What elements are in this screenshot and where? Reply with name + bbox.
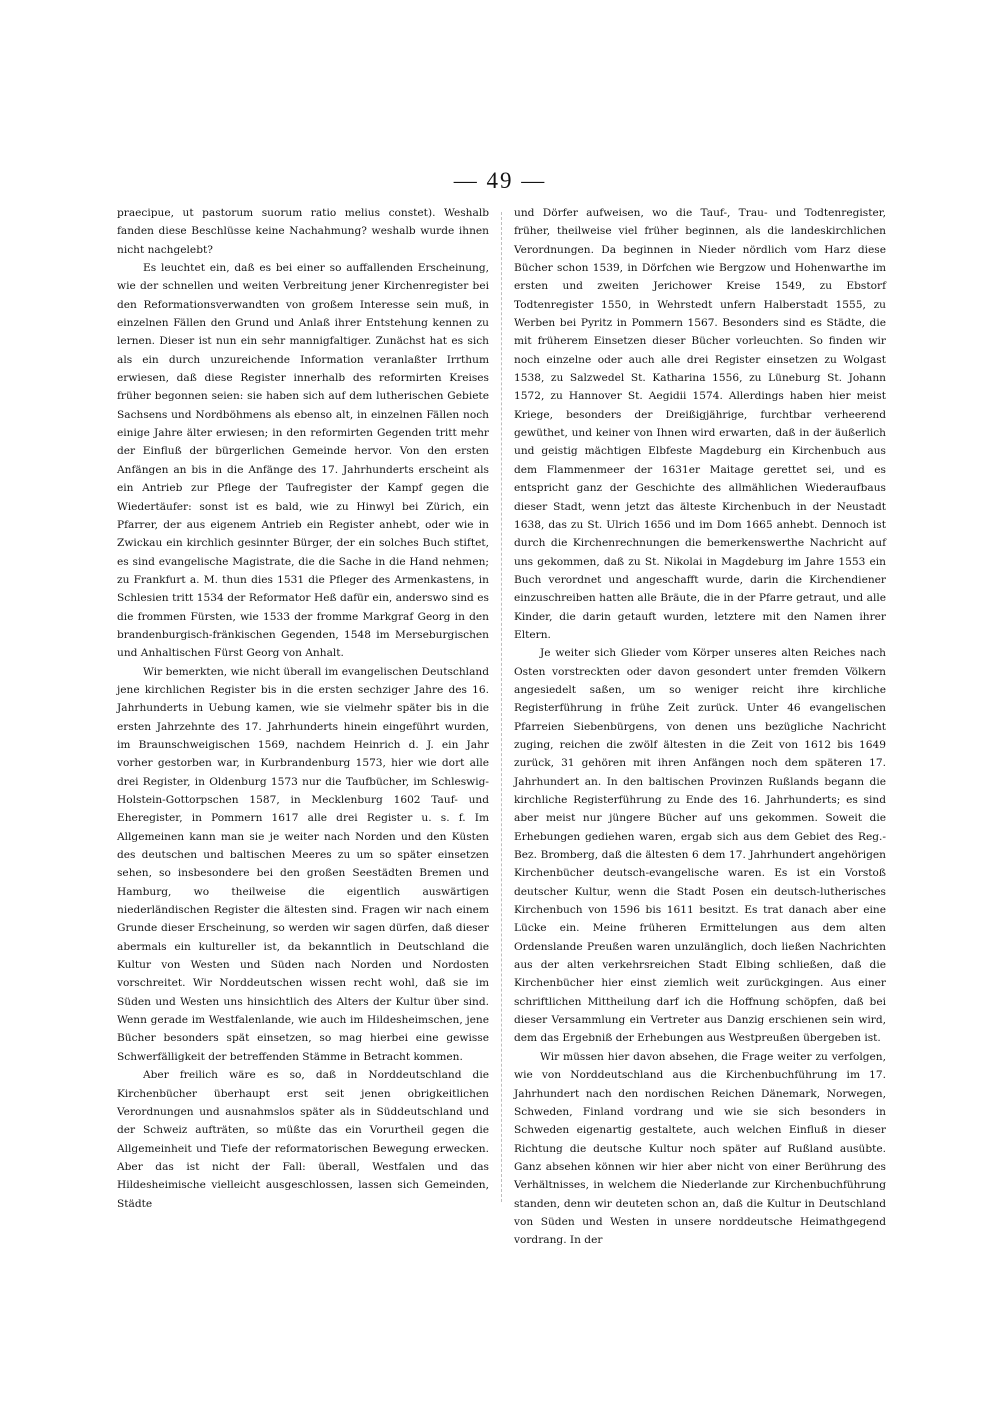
paragraph: Je weiter sich Glieder vom Körper unseres alten Reiches nach Osten vorstreckten oder davon gesondert unter fremden Völkern angesiedelt saßen, um so weniger reicht ihre kirchliche Registerführung in frühe Zeit zurück. Unter 46 evangelischen Pfarreien Siebenbürgens, von denen uns bezügliche Nachricht zuging, reichen die zwölf ältesten in die Zeit von 1612 bis 1649 zurück, 31 gehören mit ihren Anfängen noch dem späteren 17. Jahrhundert an. In den baltischen Provinzen Rußlands begann die kirchliche Registerführung zu Ende des 16. Jahrhunderts; es sind aber meist nur jüngere Bücher auf uns gekommen. Soweit die Erhebungen gediehen waren, ergab sich aus dem Gebiet des Reg.-Bez. Bromberg, daß die ältesten 6 dem 17. Jahrhundert angehörigen Kirchenbücher deutsch-evangelische waren. Es ist ein Vorstoß deutscher Kultur, wenn die Stadt Posen ein deutsch-lutherisches Kirchenbuch von 1596 bis 1611 besitzt. Es trat danach aber eine Lücke ein. Meine früheren Ermittelungen aus dem alten Ordenslande Preußen waren unzulänglich, doch ließen Nachrichten aus der alten verkehrsreichen Stadt Elbing schließen, daß die Kirchenbücher hier einst ziemlich weit zurückgingen. Aus einer schriftlichen Mittheilung darf ich die Hoffnung schöpfen, daß bei dieser Versammlung ein Vertreter aus Danzig erschienen sein wird, dem das Ergebniß der Erhebungen aus Westpreußen übergeben ist. — [514, 647, 886, 1045]
paragraph: und Dörfer aufweisen, wo die Tauf-, Trau- und Todtenregister, früher, theilweise viel früher beginnen, als die landeskirchlichen Verordnungen. Da beginnen in Nieder nördlich vom Harz diese Bücher schon 1539, in Dörfchen wie Bergzow und Hohenwarthe im ersten und zweiten Jerichower Kreise 1549, zu Ebstorf Todtenregister 1550, in Wehrstedt unfern Halberstadt 1555, zu Werben bei Pyritz in Pommern 1567. Besonders sind es Städte, die mit früherem Einsetzen dieser Bücher vorleuchten. So finden wir noch einzelne oder auch alle drei Register einsetzen zu Wolgast 1538, zu Salzwedel St. Katharina 1556, zu Lüneburg St. Johann 1572, zu Hannover St. Aegidii 1574. Allerdings haben hier meist Kriege, besonders der Dreißigjährige, furchtbar verheerend gewüthet, und keiner von Ihnen wird erwarten, daß in der äußerlich und geistig mächtigen Elbfeste Magdeburg ein Kirchenbuch aus dem Flammenmeer der 1631er Maitage gerettet sei, und es entspricht ganz der Geschichte des allmählichen Wiederaufbaus dieser Stadt, wenn jetzt das älteste Kirchenbuch in der Neustadt 1638, das zu St. Ulrich 1656 und im Dom 1665 anhebt. Dennoch ist durch die Kirchenrechnungen die bemerkenswerthe Nachricht auf uns gekommen, daß zu St. Nikolai in Magdeburg im Jahre 1553 ein Buch verordnet und angeschafft wurde, darin die Kirchendiener einzuschreiben hatten alle Bräute, die in der Pfarre getraut, und alle Kinder, die darin getauft wurden, letztere mit den Namen ihrer Eltern. — [514, 207, 886, 641]
paragraph: Aber freilich wäre es so, daß in Norddeutschland die Kirchenbücher überhaupt erst seit jenen obrigkeitlichen Verordnungen und ausnahmslos später als in Süddeutschland und der Schweiz aufträten, so müßte das ein Vorurtheil gegen die Allgemeinheit und Tiefe der reformatorischen Bewegung erwecken. Aber das ist nicht der Fall: überall, Westfalen und das Hildesheimische vielleicht ausgeschlossen, lassen sich Gemeinden, Städte — [117, 1069, 489, 1210]
paragraph: Wir müssen hier davon absehen, die Frage weiter zu verfolgen, wie von Norddeutschland aus die Kirchenbuchführung im 17. Jahrhundert nach den nordischen Reichen Dänemark, Norwegen, Schweden, Finland vordrang und wie sie sich besonders in Schweden eigenartig gestaltete, auch welchen Einfluß in dieser Richtung die deutsche Kultur noch später auf Rußland ausübte. Ganz absehen können wir hier aber nicht von einer Berührung des Verhältnisses, in welchem die Niederlande zur Kirchenbuchführung standen, denn wir deuteten schon an, daß die Kultur in Deutschland von Süden und Westen in unsere norddeutsche Heimathgegend vordrang. In der — [514, 1050, 886, 1247]
column-divider — [501, 212, 502, 1202]
right-column — [514, 204, 886, 1250]
paragraph: Es leuchtet ein, daß es bei einer so auffallenden Erscheinung, wie der schnellen und weiten Verbreitung jener Kirchenregister bei den Reformationsverwandten von großem Interesse sein muß, in einzelnen Fällen den Grund und Anlaß ihrer Entstehung kennen zu lernen. Dieser ist nun ein sehr mannigfaltiger. Zunächst hat es sich als ein durch unzureichende Information veranlaßter Irrthum erwiesen, daß diese Register innerhalb des reformirten Kreises früher begonnen seien: sie haben sich auf dem lutherischen Gebiete Sachsens und Nordböhmens als ebenso alt, in einzelnen Fällen noch einige Jahre älter erwiesen; in den reformirten Gegenden tritt mehr der Einfluß der bürgerlichen Gemeinde hervor. Von den ersten Anfängen an bis in die Anfänge des 17. Jahrhunderts erscheint als ein Antrieb zur Pflege der Taufregister der Kampf gegen die Wiedertäufer: sonst ist es bald, wie zu Hinwyl bei Zürich, ein Pfarrer, der aus eigenem Antrieb ein Register anhebt, oder wie in Zwickau ein kirchlich gesinnter Bürger, der ein solches Buch stiftet, es sind evangelische Magistrate, die die Sache in die Hand nehmen; zu Frankfurt a. M. thun dies 1531 die Pfleger des Armenkastens, in Schlesien tritt 1534 der Reformator Heß dafür ein, anderswo sind es die frommen Fürsten, wie 1533 der fromme Markgraf Georg in den brandenburgisch-fränkischen Gegenden, 1548 im Merseburgischen und Anhaltischen Fürst Georg von Anhalt. — [117, 262, 489, 660]
page-number: — 49 — — [453, 168, 547, 193]
paragraph: praecipue, ut pastorum suorum ratio melius constet). Weshalb fanden diese Beschlüsse keine Nachahmung? weshalb wurde ihnen nicht nachgelebt? — [117, 207, 489, 256]
paragraph: Wir bemerkten, wie nicht überall im evangelischen Deutschland jene kirchlichen Register bis in die ersten sechziger Jahre des 16. Jahrhunderts in Uebung kamen, wie sie vielmehr später bis in die ersten Jahrzehnte des 17. Jahrhunderts hinein eingeführt wurden, im Braunschweigischen 1569, nachdem Heinrich d. J. ein Jahr vorher gestorben war, in Kurbrandenburg 1573, hier wie dort alle drei Register, in Oldenburg 1573 nur die Taufbücher, im Schleswig-Holstein-Gottorpschen 1587, in Mecklenburg 1602 Tauf- und Eheregister, in Pommern 1617 alle drei Register u. s. f. Im Allgemeinen kann man sie je weiter nach Norden und den Küsten des deutschen und baltischen Meeres zu um so später einsetzen sehen, so insbesondere bei den großen Seestädten Bremen und Hamburg, wo theilweise die eigentlich auswärtigen niederländischen Register die ältesten sind. Fragen wir nach einem Grunde dieser Erscheinung, so werden wir sagen dürfen, daß dieser abermals ein kultureller ist, da bekanntlich in Deutschland die Kultur von Westen und Süden nach Norden und Nordosten vorschreitet. Wir Norddeutschen wissen recht wohl, daß sie im Süden und Westen uns hinsichtlich des Alters der Kultur über sind. Wenn gerade im Westfalenlande, wie auch im Hildesheimschen, jene Bücher besonders spät einsetzen, so mag hierbei eine gewisse Schwerfälligkeit der betreffenden Stämme in Betracht kommen. — [117, 665, 489, 1063]
left-column — [117, 204, 489, 1213]
